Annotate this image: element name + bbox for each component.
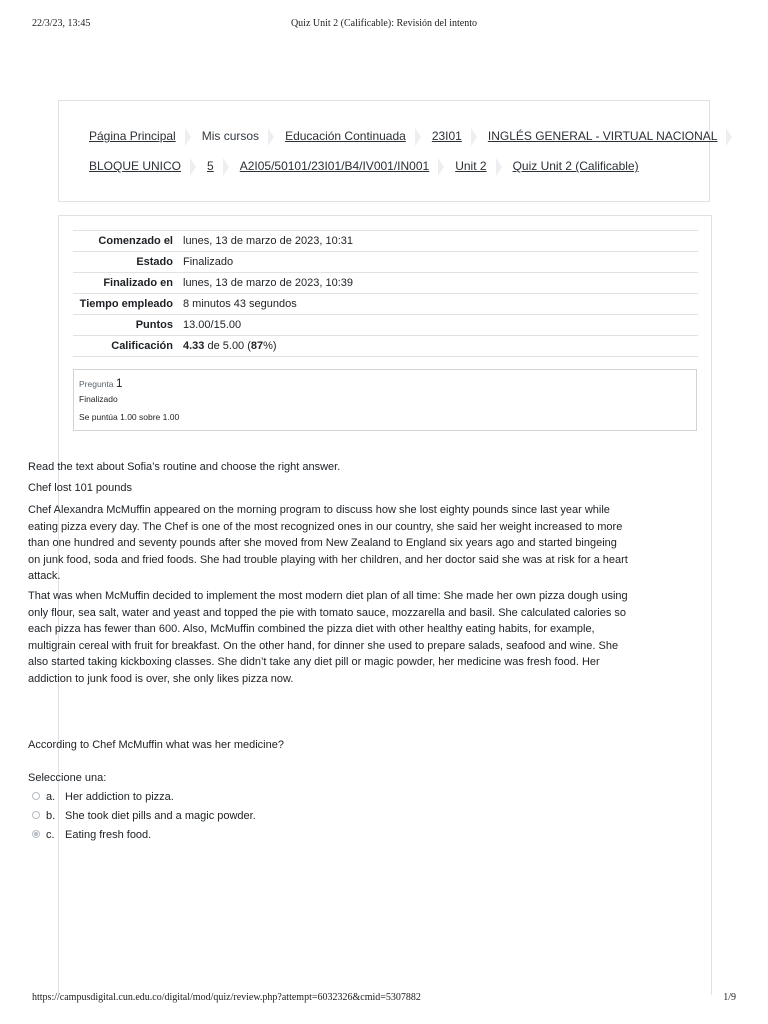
breadcrumb-separator-icon [471,128,477,146]
print-header [0,18,768,32]
option-text: Her addiction to pizza. [65,791,174,803]
answer-option-c[interactable] [32,828,151,842]
prompt-text: According to Chef McMuffin what was her medicine? [28,739,284,751]
print-title: Quiz Unit 2 (Calificable): Revisión del intento [290,18,478,29]
option-letter: c. [46,829,55,841]
option-letter: a. [46,791,56,803]
breadcrumb-separator-icon [190,158,196,176]
question-heading [28,480,628,497]
summary-label: Calificación [111,340,173,352]
question-state: Finalizado [79,394,118,404]
reading-paragraph-2 [28,588,628,687]
breadcrumb-quiz-link[interactable]: Quiz Unit 2 (Calificable) [512,159,639,174]
summary-value: Finalizado [183,256,234,268]
breadcrumb [58,100,718,202]
grade-percent: 87 [250,340,264,352]
print-url: https://campusdigital.cun.edu.co/digital/mod/quiz/review.php?attempt=6032326&cmid=5307882 [32,992,421,1003]
breadcrumb-separator-icon [726,128,732,146]
attempt-summary-table [73,230,698,357]
breadcrumb-home-link[interactable]: Página Principal [89,129,176,144]
summary-label: Comenzado el [98,235,173,247]
summary-row-state [73,252,698,273]
question-info-box [73,369,697,431]
question-grade: Se puntúa 1.00 sobre 1.00 [79,412,180,422]
question-number [79,376,123,390]
radio-checked-icon[interactable] [32,830,40,838]
summary-value: lunes, 13 de marzo de 2023, 10:39 [183,277,354,289]
summary-label: Finalizado en [103,277,173,289]
summary-label: Estado [136,256,173,268]
option-text: Eating fresh food. [65,829,152,841]
breadcrumb-course-link[interactable]: INGLÉS GENERAL - VIRTUAL NACIONAL [487,129,718,144]
answer-option-a[interactable] [32,790,174,804]
print-page-number: 1/9 [723,992,736,1003]
breadcrumb-period-link[interactable]: 23I01 [431,129,462,144]
question-instruction [28,459,628,476]
summary-row-finished [73,273,698,294]
grade-score: 4.33 [183,340,205,352]
print-datetime: 22/3/23, 13:45 [32,18,91,29]
summary-row-grade [73,336,698,357]
radio-unchecked-icon[interactable] [32,811,40,819]
question-number-value: 1 [115,376,123,390]
question-label: Pregunta [79,379,114,389]
summary-value: lunes, 13 de marzo de 2023, 10:31 [183,235,354,247]
breadcrumb-separator-icon [185,128,191,146]
grade-out-of: de 5.00 ( [204,340,251,352]
print-footer [0,992,768,1006]
summary-label: Puntos [135,319,173,331]
summary-value: 13.00/15.00 [183,319,242,331]
breadcrumb-separator-icon [496,158,502,176]
breadcrumb-group-link[interactable]: A2I05/50101/23I01/B4/IV001/IN001 [239,159,430,174]
breadcrumb-continuing-education-link[interactable]: Educación Continuada [285,129,406,144]
paragraph-text: Chef Alexandra McMuffin appeared on the morning program to discuss how she lost eighty pounds since last year while eating pizza every day. The Chef is one of the most recognized ones in our country, she said her weight increased to more than one hundred and seventy pounds after she moved from New Zealand to England six years ago and started bingeing on junk food, soda and fried foods. She had trouble playing with her children, and her doctor said she was at risk for a heart attack. [28,504,628,582]
breadcrumb-unit-link[interactable]: Unit 2 [455,159,487,174]
breadcrumb-section-link[interactable]: 5 [207,159,214,174]
summary-row-started [73,231,698,252]
breadcrumb-separator-icon [268,128,274,146]
reading-heading: Chef lost 101 pounds [28,482,132,494]
radio-unchecked-icon[interactable] [32,792,40,800]
breadcrumb-row-1 [89,128,743,146]
select-label-text: Seleccione una: [28,772,107,784]
select-one-label [28,770,628,787]
grade-percent-close: %) [263,340,277,352]
reading-paragraph-1 [28,502,628,585]
summary-row-marks [73,315,698,336]
instruction-text: Read the text about Sofia’s routine and choose the right answer. [28,461,341,473]
paragraph-text: That was when McMuffin decided to implement the most modern diet plan of all time: She made her own pizza dough using only flour, sea salt, water and yeast and topped the pie with tomato sauce, mozzarella and basil. She calculated calories so each pizza has fewer than 600. Also, McMuffin combined the pizza diet with other healthy eating habits, for example, multigrain cereal with fruit for breakfast. On the other hand, for dinner she used to prepare salads, seafood and wine. She also started taking kickboxing classes. She didn’t take any diet pill or magic powder, her medicine was fresh food. Her addiction to junk food is over, she only likes pizza now. [28,590,628,685]
breadcrumb-my-courses[interactable]: Mis cursos [201,129,260,144]
summary-row-time [73,294,698,315]
summary-value [179,336,698,357]
question-prompt [28,737,628,754]
breadcrumb-separator-icon [223,158,229,176]
breadcrumb-row-2 [89,158,639,176]
breadcrumb-separator-icon [415,128,421,146]
breadcrumb-separator-icon [438,158,444,176]
option-text: She took diet pills and a magic powder. [65,810,256,822]
answer-option-b[interactable] [32,809,256,823]
breadcrumb-block-link[interactable]: BLOQUE UNICO [89,159,182,174]
summary-value: 8 minutos 43 segundos [183,298,297,310]
option-letter: b. [46,810,56,822]
summary-label: Tiempo empleado [79,298,173,310]
